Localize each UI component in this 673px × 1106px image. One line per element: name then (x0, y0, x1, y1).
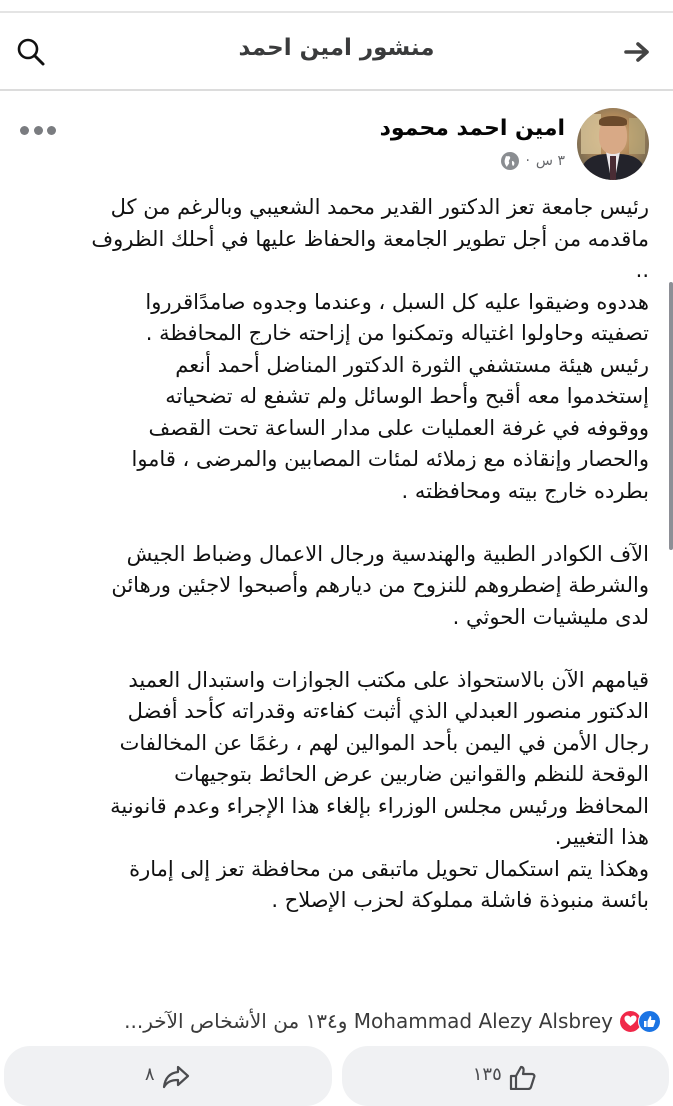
post-line: تصفيته وحاولوا اغتياله وتمكنوا من إزاحته خارج المحافظة . (145, 321, 649, 345)
post-meta (501, 152, 565, 170)
post-actions (4, 1046, 669, 1106)
page-title: منشور امين احمد (238, 35, 435, 61)
post-line: رئيس هيئة مستشفي الثورة الدكتور المناضل أحمد أنعم (175, 352, 649, 377)
like-count: ١٣٥ (472, 1064, 502, 1085)
reactions-summary-text: Mohammad Alezy Alsbrey و١٣٤ من الأشخاص الآخر... (124, 1009, 613, 1033)
reactions-summary[interactable] (124, 1006, 661, 1036)
post-line: .. (635, 258, 649, 282)
post-line: الآف الكوادر الطبية والهندسية ورجال الاعمال وضباط الجيش (126, 541, 649, 566)
post-line: الوقحة للنظم والقوانين ضاربين عرض الحائط بتوجيهات (174, 762, 649, 786)
search-icon (16, 37, 46, 67)
post-line: والحصار وإنقاذه مع زملائه لمئات المصابين والمرضى ، قاموا (131, 447, 649, 471)
post-line: الدكتور منصور العبدلي الذي أثبت كفاءته وقدراته كأحد أفضل (127, 699, 649, 723)
post-line: هذا التغيير. (554, 825, 649, 849)
like-reaction-icon (638, 1010, 661, 1033)
post-line: المحافظ ورئيس مجلس الوزراء بإلغاء هذا الإجراء وعدم قانونية (110, 793, 649, 818)
like-button[interactable] (342, 1046, 670, 1106)
post-line: لدى مليشيات الحوثي . (452, 604, 649, 629)
post-line: ماقدمه من أجل تطوير الجامعة والحفاظ عليها في أحلك الظروف (91, 226, 649, 251)
post-line: قيامهم الآن بالاستحواذ على مكتب الجوازات واستبدال العميد (128, 667, 649, 692)
post-line: هددوه وضيقوا عليه كل السبل ، وعندما وجدوه صامدًاقرروا (145, 289, 649, 314)
search-button[interactable] (14, 35, 48, 69)
post-line: والشرطة إضطروهم للنزوح من ديارهم وأصبحوا لاجئين ورهائن (111, 573, 649, 597)
author-name[interactable]: امين احمد محمود (379, 116, 565, 141)
post-line: ووقوفه في غرفة العمليات على مدار الساعة تحت القصف (148, 415, 649, 440)
post-body (29, 192, 649, 917)
scrollbar[interactable] (669, 282, 673, 550)
share-count: ٨ (144, 1064, 155, 1085)
post-header (0, 100, 673, 188)
globe-icon (501, 152, 519, 170)
share-button[interactable] (4, 1046, 332, 1106)
share-icon (161, 1064, 191, 1090)
post-line: بائسة منبوذة فاشلة مملوكة لحزب الإصلاح . (271, 888, 649, 912)
post-line: إستخدموا معه أقبح وأحط الوسائل ولم تشفع له تضحياته (165, 384, 649, 408)
post-line: رئيس جامعة تعز الدكتور القدير محمد الشعيبي وبالرغم من كل (110, 195, 649, 219)
more-options-button[interactable] (20, 121, 56, 139)
avatar[interactable] (577, 108, 649, 180)
reaction-icons (619, 1010, 661, 1033)
post-line: رجال الأمن في اليمن بأحد الموالين لهم ، رغمًا عن المخالفات (119, 730, 649, 755)
meta-separator: · (525, 153, 530, 169)
post-line: بطرده خارج بيته ومحافظته . (401, 478, 649, 503)
more-horizontal-icon (20, 126, 29, 135)
app-header (0, 13, 673, 91)
thumbs-up-icon (508, 1064, 538, 1090)
post-time[interactable]: ٣ س (535, 153, 565, 169)
post-line: وهكذا يتم استكمال تحويل ماتبقى من محافظة تعز إلى إمارة (129, 856, 649, 881)
